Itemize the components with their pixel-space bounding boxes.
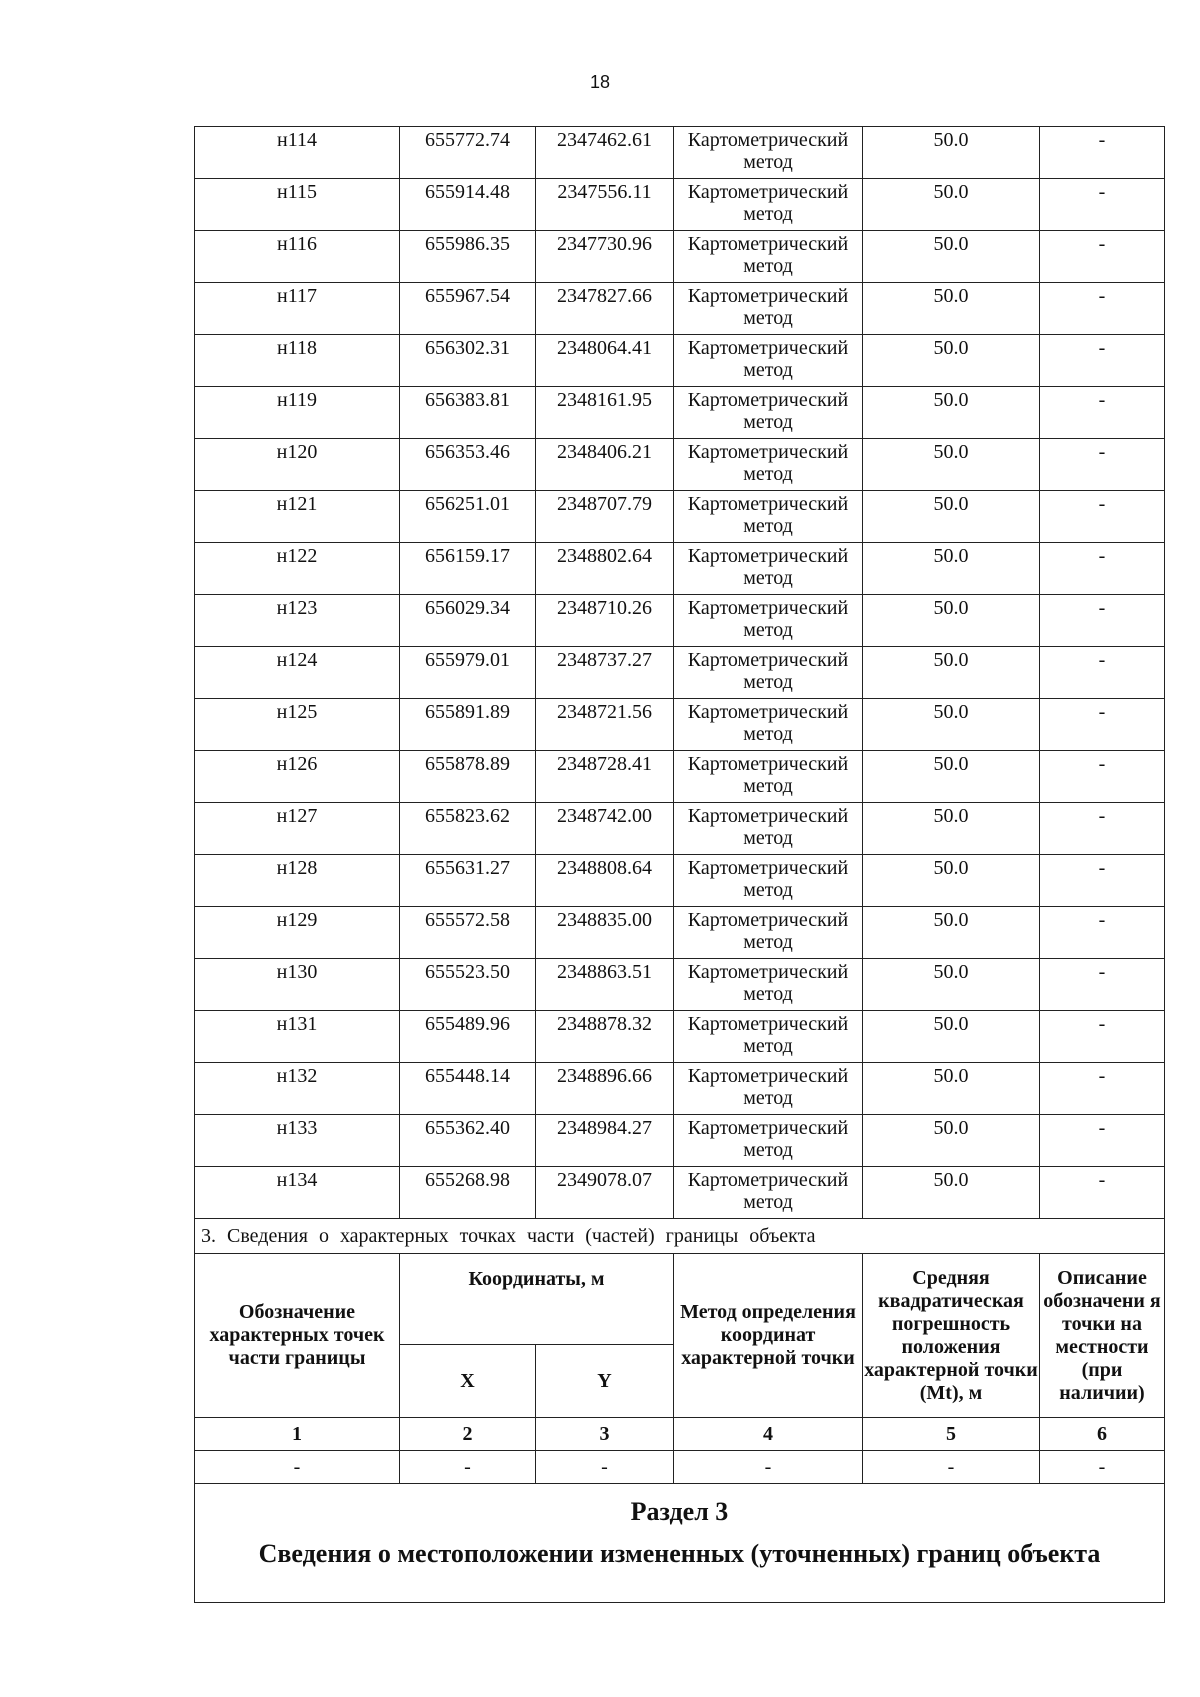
table-row: [195, 491, 1165, 543]
coord-x: 655572.58: [400, 907, 536, 959]
header-description: Описание обозначени я точки на местности (при наличии): [1040, 1254, 1165, 1418]
coord-y: 2348161.95: [536, 387, 674, 439]
description-cell: -: [1040, 179, 1165, 231]
header-coordinates: Координаты, м: [400, 1254, 674, 1345]
coord-y: 2347462.61: [536, 127, 674, 179]
description-cell: -: [1040, 595, 1165, 647]
method-cell: Картометрический метод: [674, 699, 863, 751]
column-number: 1: [195, 1418, 400, 1451]
method-cell: Картометрический метод: [674, 803, 863, 855]
empty-cell: -: [400, 1451, 536, 1484]
error-value: 50.0: [863, 959, 1040, 1011]
error-value: 50.0: [863, 335, 1040, 387]
method-cell: Картометрический метод: [674, 283, 863, 335]
table-row: [195, 387, 1165, 439]
point-name: н117: [195, 283, 400, 335]
header-designation: Обозначение характерных точек части границы: [195, 1254, 400, 1418]
coord-y: 2348802.64: [536, 543, 674, 595]
table-row: [195, 1115, 1165, 1167]
error-value: 50.0: [863, 751, 1040, 803]
empty-cell: -: [536, 1451, 674, 1484]
point-name: н125: [195, 699, 400, 751]
coord-x: 655772.74: [400, 127, 536, 179]
column-number: 6: [1040, 1418, 1165, 1451]
coord-y: 2347556.11: [536, 179, 674, 231]
section-title: Раздел 3: [195, 1484, 1165, 1539]
coord-x: 656251.01: [400, 491, 536, 543]
description-cell: -: [1040, 1167, 1165, 1219]
coord-y: 2348064.41: [536, 335, 674, 387]
method-cell: Картометрический метод: [674, 439, 863, 491]
point-name: н122: [195, 543, 400, 595]
method-cell: Картометрический метод: [674, 1115, 863, 1167]
method-cell: Картометрический метод: [674, 907, 863, 959]
column-number: 5: [863, 1418, 1040, 1451]
coord-x: 655967.54: [400, 283, 536, 335]
method-cell: Картометрический метод: [674, 231, 863, 283]
description-cell: -: [1040, 543, 1165, 595]
coord-x: 655523.50: [400, 959, 536, 1011]
table-row: [195, 647, 1165, 699]
point-name: н128: [195, 855, 400, 907]
point-name: н115: [195, 179, 400, 231]
point-name: н118: [195, 335, 400, 387]
coord-y: 2348878.32: [536, 1011, 674, 1063]
column-number: 2: [400, 1418, 536, 1451]
table-row: [195, 543, 1165, 595]
table-row: [195, 1167, 1165, 1219]
part-points-section-caption: 3. Сведения о характерных точках части (частей) границы объекта: [195, 1219, 1165, 1254]
coord-y: 2348707.79: [536, 491, 674, 543]
point-name: н127: [195, 803, 400, 855]
empty-cell: -: [1040, 1451, 1165, 1484]
coord-y: 2348984.27: [536, 1115, 674, 1167]
error-value: 50.0: [863, 231, 1040, 283]
method-cell: Картометрический метод: [674, 491, 863, 543]
coord-x: 656029.34: [400, 595, 536, 647]
description-cell: -: [1040, 1011, 1165, 1063]
description-cell: -: [1040, 699, 1165, 751]
coord-x: 655914.48: [400, 179, 536, 231]
coord-y: 2349078.07: [536, 1167, 674, 1219]
error-value: 50.0: [863, 127, 1040, 179]
coord-y: 2348808.64: [536, 855, 674, 907]
description-cell: -: [1040, 283, 1165, 335]
error-value: 50.0: [863, 1167, 1040, 1219]
coord-x: 656159.17: [400, 543, 536, 595]
method-cell: Картометрический метод: [674, 1167, 863, 1219]
coord-x: 655891.89: [400, 699, 536, 751]
description-cell: -: [1040, 855, 1165, 907]
table-row: [195, 1063, 1165, 1115]
point-name: н131: [195, 1011, 400, 1063]
error-value: 50.0: [863, 699, 1040, 751]
description-cell: -: [1040, 231, 1165, 283]
error-value: 50.0: [863, 387, 1040, 439]
coord-y: 2348835.00: [536, 907, 674, 959]
header-y: Y: [536, 1345, 674, 1418]
point-name: н124: [195, 647, 400, 699]
coord-x: 655268.98: [400, 1167, 536, 1219]
method-cell: Картометрический метод: [674, 751, 863, 803]
point-name: н134: [195, 1167, 400, 1219]
method-cell: Картометрический метод: [674, 855, 863, 907]
table-row: [195, 1011, 1165, 1063]
error-value: 50.0: [863, 543, 1040, 595]
description-cell: -: [1040, 1063, 1165, 1115]
table-row: [195, 751, 1165, 803]
point-name: н121: [195, 491, 400, 543]
coord-y: 2348737.27: [536, 647, 674, 699]
error-value: 50.0: [863, 1011, 1040, 1063]
error-value: 50.0: [863, 1115, 1040, 1167]
method-cell: Картометрический метод: [674, 959, 863, 1011]
coord-y: 2348742.00: [536, 803, 674, 855]
empty-cell: -: [195, 1451, 400, 1484]
error-value: 50.0: [863, 439, 1040, 491]
point-name: н123: [195, 595, 400, 647]
description-cell: -: [1040, 439, 1165, 491]
table-row: [195, 595, 1165, 647]
description-cell: -: [1040, 751, 1165, 803]
coord-y: 2347730.96: [536, 231, 674, 283]
error-value: 50.0: [863, 647, 1040, 699]
coord-x: 656383.81: [400, 387, 536, 439]
header-method: Метод определения координат характерной точки: [674, 1254, 863, 1418]
empty-cell: -: [674, 1451, 863, 1484]
header-x: X: [400, 1345, 536, 1418]
coord-y: 2348728.41: [536, 751, 674, 803]
page-number: 18: [589, 72, 611, 92]
method-cell: Картометрический метод: [674, 387, 863, 439]
error-value: 50.0: [863, 283, 1040, 335]
point-name: н119: [195, 387, 400, 439]
point-name: н114: [195, 127, 400, 179]
coord-x: 656353.46: [400, 439, 536, 491]
method-cell: Картометрический метод: [674, 647, 863, 699]
table-row: [195, 231, 1165, 283]
method-cell: Картометрический метод: [674, 127, 863, 179]
coord-y: 2348863.51: [536, 959, 674, 1011]
coord-y: 2348406.21: [536, 439, 674, 491]
boundary-points-table: [194, 126, 1165, 1603]
coord-x: 655878.89: [400, 751, 536, 803]
point-name: н120: [195, 439, 400, 491]
points-table-body: [195, 127, 1165, 1603]
description-cell: -: [1040, 959, 1165, 1011]
error-value: 50.0: [863, 803, 1040, 855]
table-row: [195, 1451, 1165, 1484]
point-name: н130: [195, 959, 400, 1011]
coord-x: 655979.01: [400, 647, 536, 699]
error-value: 50.0: [863, 595, 1040, 647]
table-row: [195, 179, 1165, 231]
description-cell: -: [1040, 491, 1165, 543]
description-cell: -: [1040, 1115, 1165, 1167]
coord-y: 2348710.26: [536, 595, 674, 647]
column-numbers-row: [195, 1418, 1165, 1451]
method-cell: Картометрический метод: [674, 335, 863, 387]
coord-y: 2347827.66: [536, 283, 674, 335]
table-row: [195, 283, 1165, 335]
error-value: 50.0: [863, 907, 1040, 959]
method-cell: Картометрический метод: [674, 595, 863, 647]
method-cell: Картометрический метод: [674, 179, 863, 231]
coord-y: 2348721.56: [536, 699, 674, 751]
coord-y: 2348896.66: [536, 1063, 674, 1115]
method-cell: Картометрический метод: [674, 1011, 863, 1063]
method-cell: Картометрический метод: [674, 1063, 863, 1115]
error-value: 50.0: [863, 1063, 1040, 1115]
point-name: н126: [195, 751, 400, 803]
coord-x: 655823.62: [400, 803, 536, 855]
description-cell: -: [1040, 127, 1165, 179]
method-cell: Картометрический метод: [674, 543, 863, 595]
column-number: 3: [536, 1418, 674, 1451]
description-cell: -: [1040, 335, 1165, 387]
coord-x: 655631.27: [400, 855, 536, 907]
coord-x: 655448.14: [400, 1063, 536, 1115]
description-cell: -: [1040, 387, 1165, 439]
description-cell: -: [1040, 803, 1165, 855]
error-value: 50.0: [863, 491, 1040, 543]
coord-x: 655986.35: [400, 231, 536, 283]
table-row: [195, 907, 1165, 959]
coord-x: 655489.96: [400, 1011, 536, 1063]
table-row: [195, 803, 1165, 855]
section-subtitle: Сведения о местоположении измененных (уточненных) границ объекта: [195, 1538, 1165, 1603]
table-row: [195, 127, 1165, 179]
error-value: 50.0: [863, 179, 1040, 231]
coord-x: 655362.40: [400, 1115, 536, 1167]
point-name: н129: [195, 907, 400, 959]
table-row: [195, 855, 1165, 907]
table-row: [195, 335, 1165, 387]
table-row: [195, 699, 1165, 751]
coord-x: 656302.31: [400, 335, 536, 387]
description-cell: -: [1040, 647, 1165, 699]
error-value: 50.0: [863, 855, 1040, 907]
column-number: 4: [674, 1418, 863, 1451]
header-error: Средняя квадратическая погрешность положения характерной точки (Mt), м: [863, 1254, 1040, 1418]
point-name: н116: [195, 231, 400, 283]
table-row: [195, 439, 1165, 491]
table-row: [195, 959, 1165, 1011]
point-name: н133: [195, 1115, 400, 1167]
description-cell: -: [1040, 907, 1165, 959]
point-name: н132: [195, 1063, 400, 1115]
empty-cell: -: [863, 1451, 1040, 1484]
